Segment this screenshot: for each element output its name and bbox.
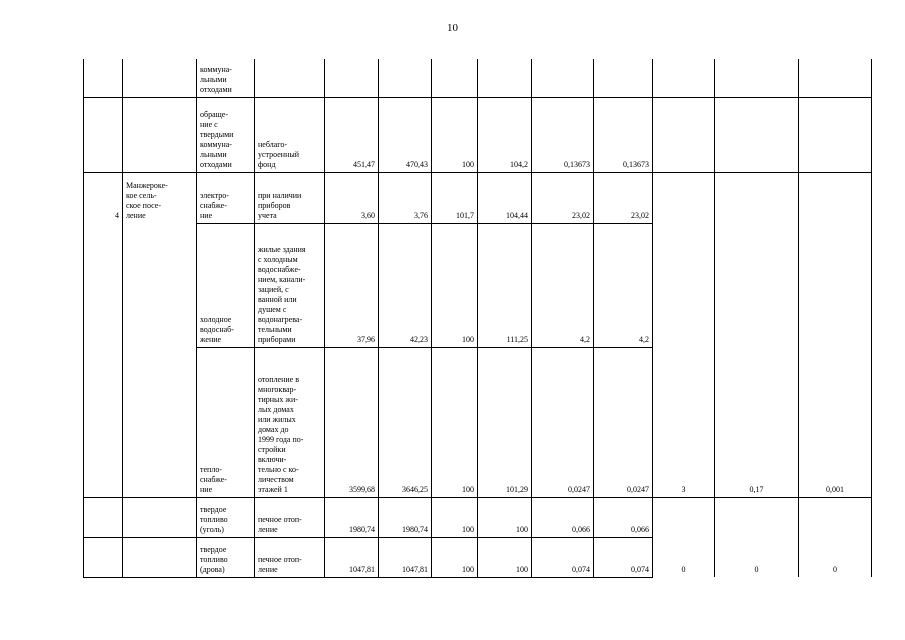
service-cell: обраще- ние с твердыми коммуна- льными отходами	[197, 97, 255, 172]
value-cell: 3599,68	[325, 347, 379, 497]
merged-summary-cell: 0	[653, 497, 715, 577]
value-cell: 1047,81	[379, 537, 432, 577]
settlement-cell	[123, 347, 197, 497]
value-cell	[594, 59, 653, 97]
settlement-cell	[123, 537, 197, 577]
settlement-cell: Манжероке- кое сель- ское посе- ление	[123, 172, 197, 223]
condition-cell: печное отоп- ление	[255, 537, 325, 577]
value-cell: 451,47	[325, 97, 379, 172]
value-cell: 101,7	[432, 172, 478, 223]
value-cell: 42,23	[379, 223, 432, 347]
value-cell: 101,29	[478, 347, 532, 497]
value-cell: 23,02	[594, 172, 653, 223]
summary-cell	[799, 59, 872, 97]
summary-cell	[799, 97, 872, 172]
condition-cell: жилые здания с холодным водоснабже- нием, канали- зацией, с ванной или душем с водонагрева- тельными приборами	[255, 223, 325, 347]
value-cell	[478, 59, 532, 97]
value-cell: 23,02	[532, 172, 594, 223]
value-cell: 100	[432, 497, 478, 537]
value-cell	[532, 59, 594, 97]
summary-cell	[653, 59, 715, 97]
value-cell	[325, 59, 379, 97]
table-row	[84, 59, 872, 97]
value-cell: 4,2	[594, 223, 653, 347]
service-cell: тепло- снабже- ние	[197, 347, 255, 497]
settlement-cell	[123, 223, 197, 347]
merged-summary-cell: 0,17	[715, 172, 799, 497]
value-cell: 0,0247	[594, 347, 653, 497]
table-row	[84, 497, 872, 537]
table-row	[84, 97, 872, 172]
summary-cell	[653, 97, 715, 172]
merged-summary-cell: 0	[715, 497, 799, 577]
table-row	[84, 172, 872, 223]
value-cell: 470,43	[379, 97, 432, 172]
value-cell: 111,25	[478, 223, 532, 347]
value-cell: 100	[478, 537, 532, 577]
service-cell: твердое топливо (дрова)	[197, 537, 255, 577]
condition-cell: отопление в многоквар- тирных жи- лых домах или жилых домах до 1999 года по- стройки включи- тельно с ко- личеством этажей 1	[255, 347, 325, 497]
value-cell: 100	[432, 537, 478, 577]
value-cell: 100	[432, 223, 478, 347]
value-cell: 37,96	[325, 223, 379, 347]
merged-summary-cell: 0,001	[799, 172, 872, 497]
value-cell: 4,2	[532, 223, 594, 347]
value-cell: 100	[432, 347, 478, 497]
value-cell	[379, 59, 432, 97]
service-cell: электро- снабже- ние	[197, 172, 255, 223]
row-number-cell	[84, 59, 123, 97]
condition-cell: при наличии приборов учета	[255, 172, 325, 223]
value-cell: 0,13673	[532, 97, 594, 172]
service-cell: коммуна- льными отходами	[197, 59, 255, 97]
condition-cell: неблаго- устроенный фонд	[255, 97, 325, 172]
row-number-cell: 4	[84, 172, 123, 223]
value-cell: 3,76	[379, 172, 432, 223]
row-number-cell	[84, 97, 123, 172]
value-cell: 1980,74	[325, 497, 379, 537]
value-cell: 0,13673	[594, 97, 653, 172]
service-cell: холодное водоснаб- жение	[197, 223, 255, 347]
summary-cell	[715, 59, 799, 97]
value-cell: 0,066	[532, 497, 594, 537]
settlement-cell	[123, 59, 197, 97]
value-cell: 0,074	[594, 537, 653, 577]
value-cell: 0,066	[594, 497, 653, 537]
row-number-cell	[84, 347, 123, 497]
row-number-cell	[84, 537, 123, 577]
merged-summary-cell: 0	[799, 497, 872, 577]
value-cell: 3646,25	[379, 347, 432, 497]
value-cell: 0,074	[532, 537, 594, 577]
settlement-cell	[123, 97, 197, 172]
value-cell: 1980,74	[379, 497, 432, 537]
row-number-cell	[84, 223, 123, 347]
value-cell: 100	[478, 497, 532, 537]
value-cell: 100	[432, 97, 478, 172]
value-cell	[432, 59, 478, 97]
merged-summary-cell: 3	[653, 172, 715, 497]
value-cell: 3,60	[325, 172, 379, 223]
value-cell: 0,0247	[532, 347, 594, 497]
value-cell: 1047,81	[325, 537, 379, 577]
value-cell: 104,44	[478, 172, 532, 223]
tariff-table	[83, 59, 872, 578]
condition-cell	[255, 59, 325, 97]
row-number-cell	[84, 497, 123, 537]
page-number: 10	[447, 22, 458, 34]
condition-cell: печное отоп- ление	[255, 497, 325, 537]
value-cell: 104,2	[478, 97, 532, 172]
settlement-cell	[123, 497, 197, 537]
service-cell: твердое топливо (уголь)	[197, 497, 255, 537]
summary-cell	[715, 97, 799, 172]
